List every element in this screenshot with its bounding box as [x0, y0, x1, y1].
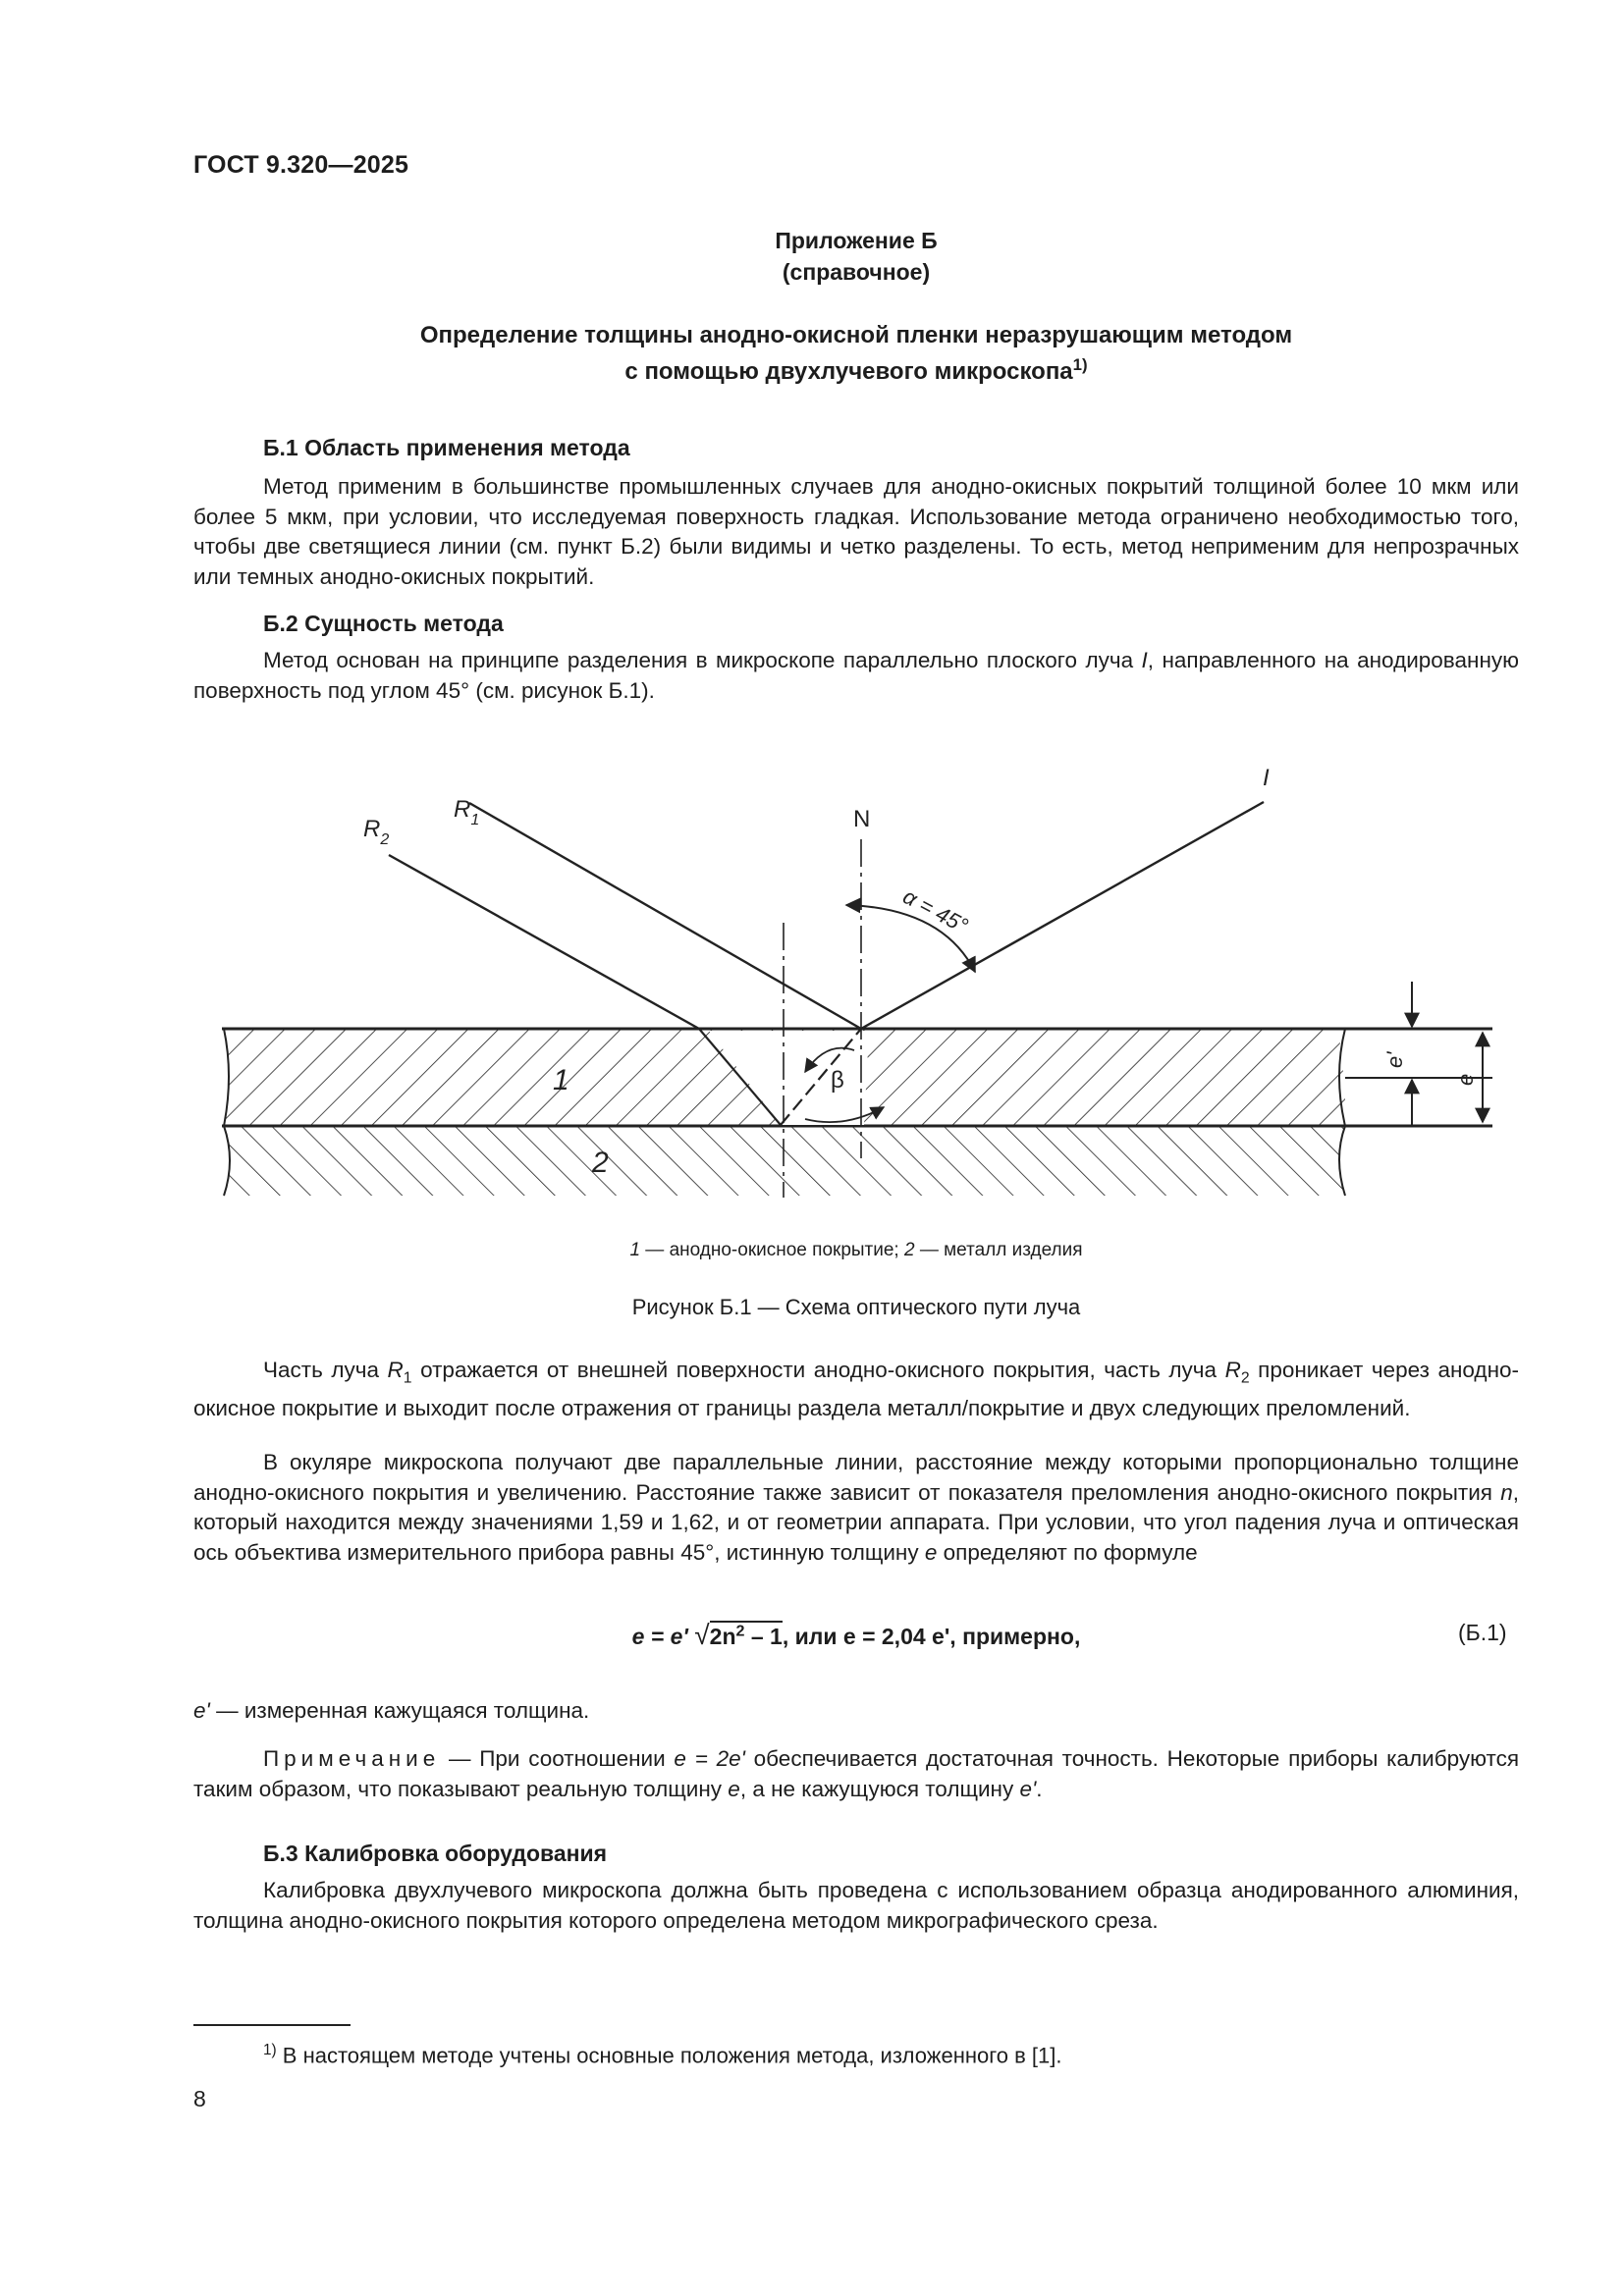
body-paragraph-2: В окуляре микроскопа получают две параллельные линии, расстояние между которыми пропорционально толщине анодно-окисного покрытия и увеличению. Расстояние также зависит от показателя преломления анодно-окисного покрытия n, который находится между значениями 1,59 и 1,62, и от геометрии аппарата. При условии, что угол падения луча и оптическая ось объектива измерительного прибора равны 45°, истинную толщину e определяют по формуле	[193, 1450, 1519, 1565]
optical-path-figure	[193, 746, 1519, 1296]
appendix-kind: (справочное)	[782, 259, 931, 285]
footnote-ref[interactable]: 1)	[1072, 355, 1088, 374]
label-e: e	[1453, 1073, 1478, 1086]
label-incident: I	[1263, 765, 1270, 791]
label-layer-2: 2	[592, 1147, 609, 1179]
where-line: e' — измеренная кажущаяся толщина.	[193, 1698, 590, 1723]
label-layer-1: 1	[553, 1064, 569, 1096]
footnote-separator	[193, 2024, 351, 2026]
appendix-title: Приложение Б	[775, 228, 938, 253]
body-paragraph-1: Часть луча $R_1$ отражается от внешней поверхности анодно-окисного покрытия, часть луча $R_2$ проникает через анодно-окисное покрытие и выходит после отражения от границы раздела металл/покрытие и двух следующих преломлений.	[193, 1358, 1519, 1420]
section3-paragraph: Калибровка двухлучевого микроскопа должна быть проведена с использованием образца анодированного алюминия, толщина анодно-окисного покрытия которого определена методом микрографического среза.	[193, 1878, 1519, 1933]
page-number: 8	[193, 2086, 206, 2111]
appendix-heading-line1: Определение толщины анодно-окисной пленки неразрушающим методом	[419, 322, 1293, 348]
label-normal: N	[853, 806, 871, 832]
figure-legend: 1 — анодно-окисное покрытие; 2 — металл изделия	[629, 1240, 1083, 1260]
label-angle: α = 45°	[898, 883, 972, 938]
section2-paragraph: Метод основан на принципе разделения в микроскопе параллельно плоского луча I, направленного на анодированную поверхность под углом 45° (см. рисунок Б.1).	[193, 648, 1519, 703]
reflected-ray-r2	[389, 855, 699, 1029]
metal-layer	[224, 1126, 1345, 1196]
formula-number: (Б.1)	[1458, 1620, 1507, 1645]
label-r2: $R_2$	[363, 816, 390, 848]
label-r1: $R_1$	[454, 796, 480, 828]
note: Примечание — При соотношении e = 2e' обеспечивается достаточная точность. Некоторые приборы калибруются таким образом, что показывают реальную толщину e, а не кажущуюся толщину e'.	[193, 1746, 1519, 1801]
section3-title: Б.3 Калибровка оборудования	[263, 1841, 608, 1866]
reflected-ray-r1	[469, 803, 861, 1029]
figure-caption: Рисунок Б.1 — Схема оптического пути луча	[631, 1295, 1081, 1319]
formula: e = e' $√2n^2 - 1$, или e = 2,04 e', примерно,	[631, 1620, 1081, 1650]
label-e-prime: e'	[1382, 1051, 1407, 1068]
label-beta: β	[831, 1067, 844, 1094]
appendix-heading-line2: с помощью двухлучевого микроскопа$^{1)}$	[624, 355, 1088, 385]
document-header: ГОСТ 9.320—2025	[193, 151, 409, 179]
footnote: $^{1)}$ В настоящем методе учтены основные положения метода, изложенного в [1].	[263, 2042, 1062, 2068]
section2-title: Б.2 Сущность метода	[263, 611, 504, 636]
section1-paragraph: Метод применим в большинстве промышленных случаев для анодно-окисных покрытий толщиной более 10 мкм или более 5 мкм, при условии, что исследуемая поверхность гладкая. Использование метода ограничено необходимостью того, чтобы две светящиеся линии (см. пункт Б.2) были видимы и четко разделены. То есть, метод неприменим для непрозрачных или темных анодно-окисных покрытий.	[193, 474, 1519, 589]
section1-title: Б.1 Область применения метода	[263, 435, 630, 460]
